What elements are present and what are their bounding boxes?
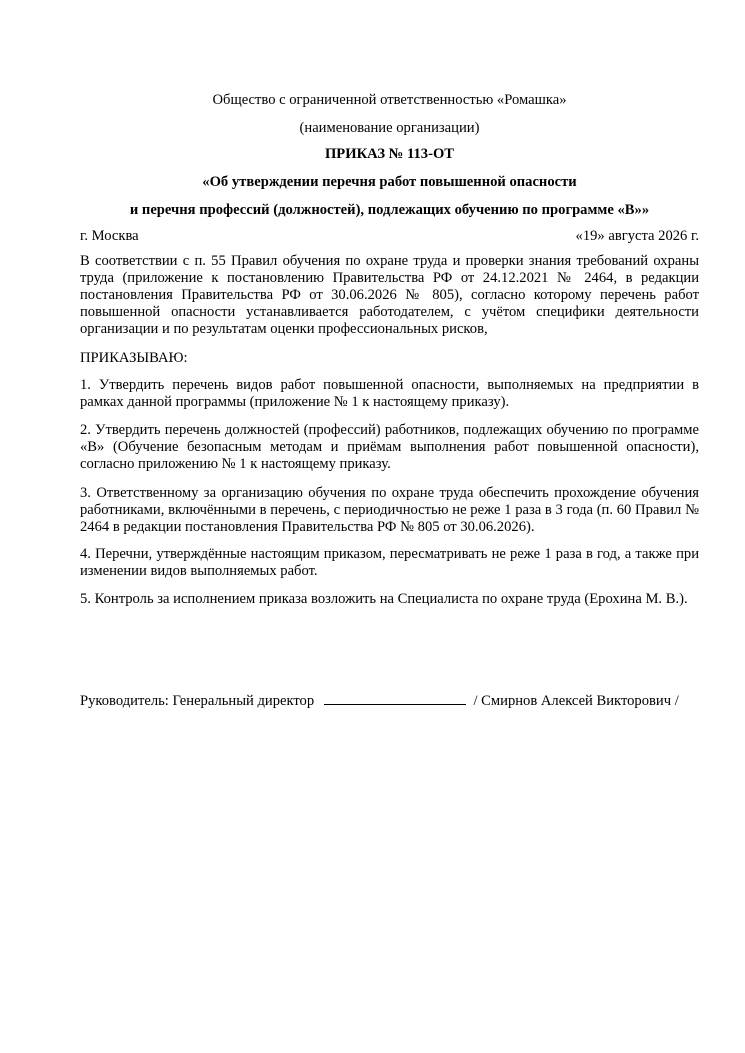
signature-block [80, 692, 720, 710]
order-item-5: 5. Контроль за исполнением приказа возложить на Специалиста по охране труда (Ерохина М. В.). [80, 591, 688, 607]
order-number: ПРИКАЗ № 113-ОТ [324, 146, 455, 162]
order-item-4: 4. Перечни, утверждённые настоящим приказом, пересматривать не реже 1 раза в год, а также при изменении видов выполняемых работ. [80, 546, 699, 579]
signatory-name: / Смирнов Алексей Викторович / [473, 693, 679, 709]
order-title-line-2: и перечня профессий (должностей), подлежащих обучению по программе «В»» [129, 202, 650, 218]
order-place: г. Москва [80, 228, 139, 244]
order-item-2: 2. Утвердить перечень должностей (профессий) работников, подлежащих обучению по программе «В» (Обучение безопасным методам и приёмам выполнения работ повышенной опасности), согласно приложению № 1 к настоящему приказу. [80, 422, 699, 472]
organization-name: Общество с ограниченной ответственностью «Ромашка» [212, 92, 567, 108]
order-date: «19» августа 2026 г. [575, 228, 699, 244]
decree-heading: ПРИКАЗЫВАЮ: [80, 350, 188, 366]
place-date-row [80, 228, 699, 245]
signatory-position: Руководитель: Генеральный директор [80, 693, 315, 709]
signature-line [324, 692, 466, 705]
preamble-paragraph: В соответствии с п. 55 Правил обучения по охране труда и проверки знания требований охраны труда (приложение к постановлению Правительства РФ от 24.12.2021 № 2464, в редакции постановления Правительства РФ от 30.06.2026 № 805), согласно которому перечень работ повышенной опасности устанавливается работодателем, с учётом специфики деятельности организации и по результатам оценки профессиональных рисков, [80, 253, 699, 337]
order-title-line-1: «Об утверждении перечня работ повышенной опасности [202, 174, 577, 190]
order-item-3: 3. Ответственному за организацию обучения по охране труда обеспечить прохождение обучения работниками, включёнными в перечень, с периодичностью не реже 1 раза в 3 года (п. 60 Правил № 2464 в редакции постановления Правительства РФ № 805 от 30.06.2026). [80, 485, 699, 535]
order-item-1: 1. Утвердить перечень видов работ повышенной опасности, выполняемых на предприятии в рамках данной программы (приложение № 1 к настоящему приказу). [80, 377, 699, 410]
organization-caption: (наименование организации) [299, 120, 480, 136]
